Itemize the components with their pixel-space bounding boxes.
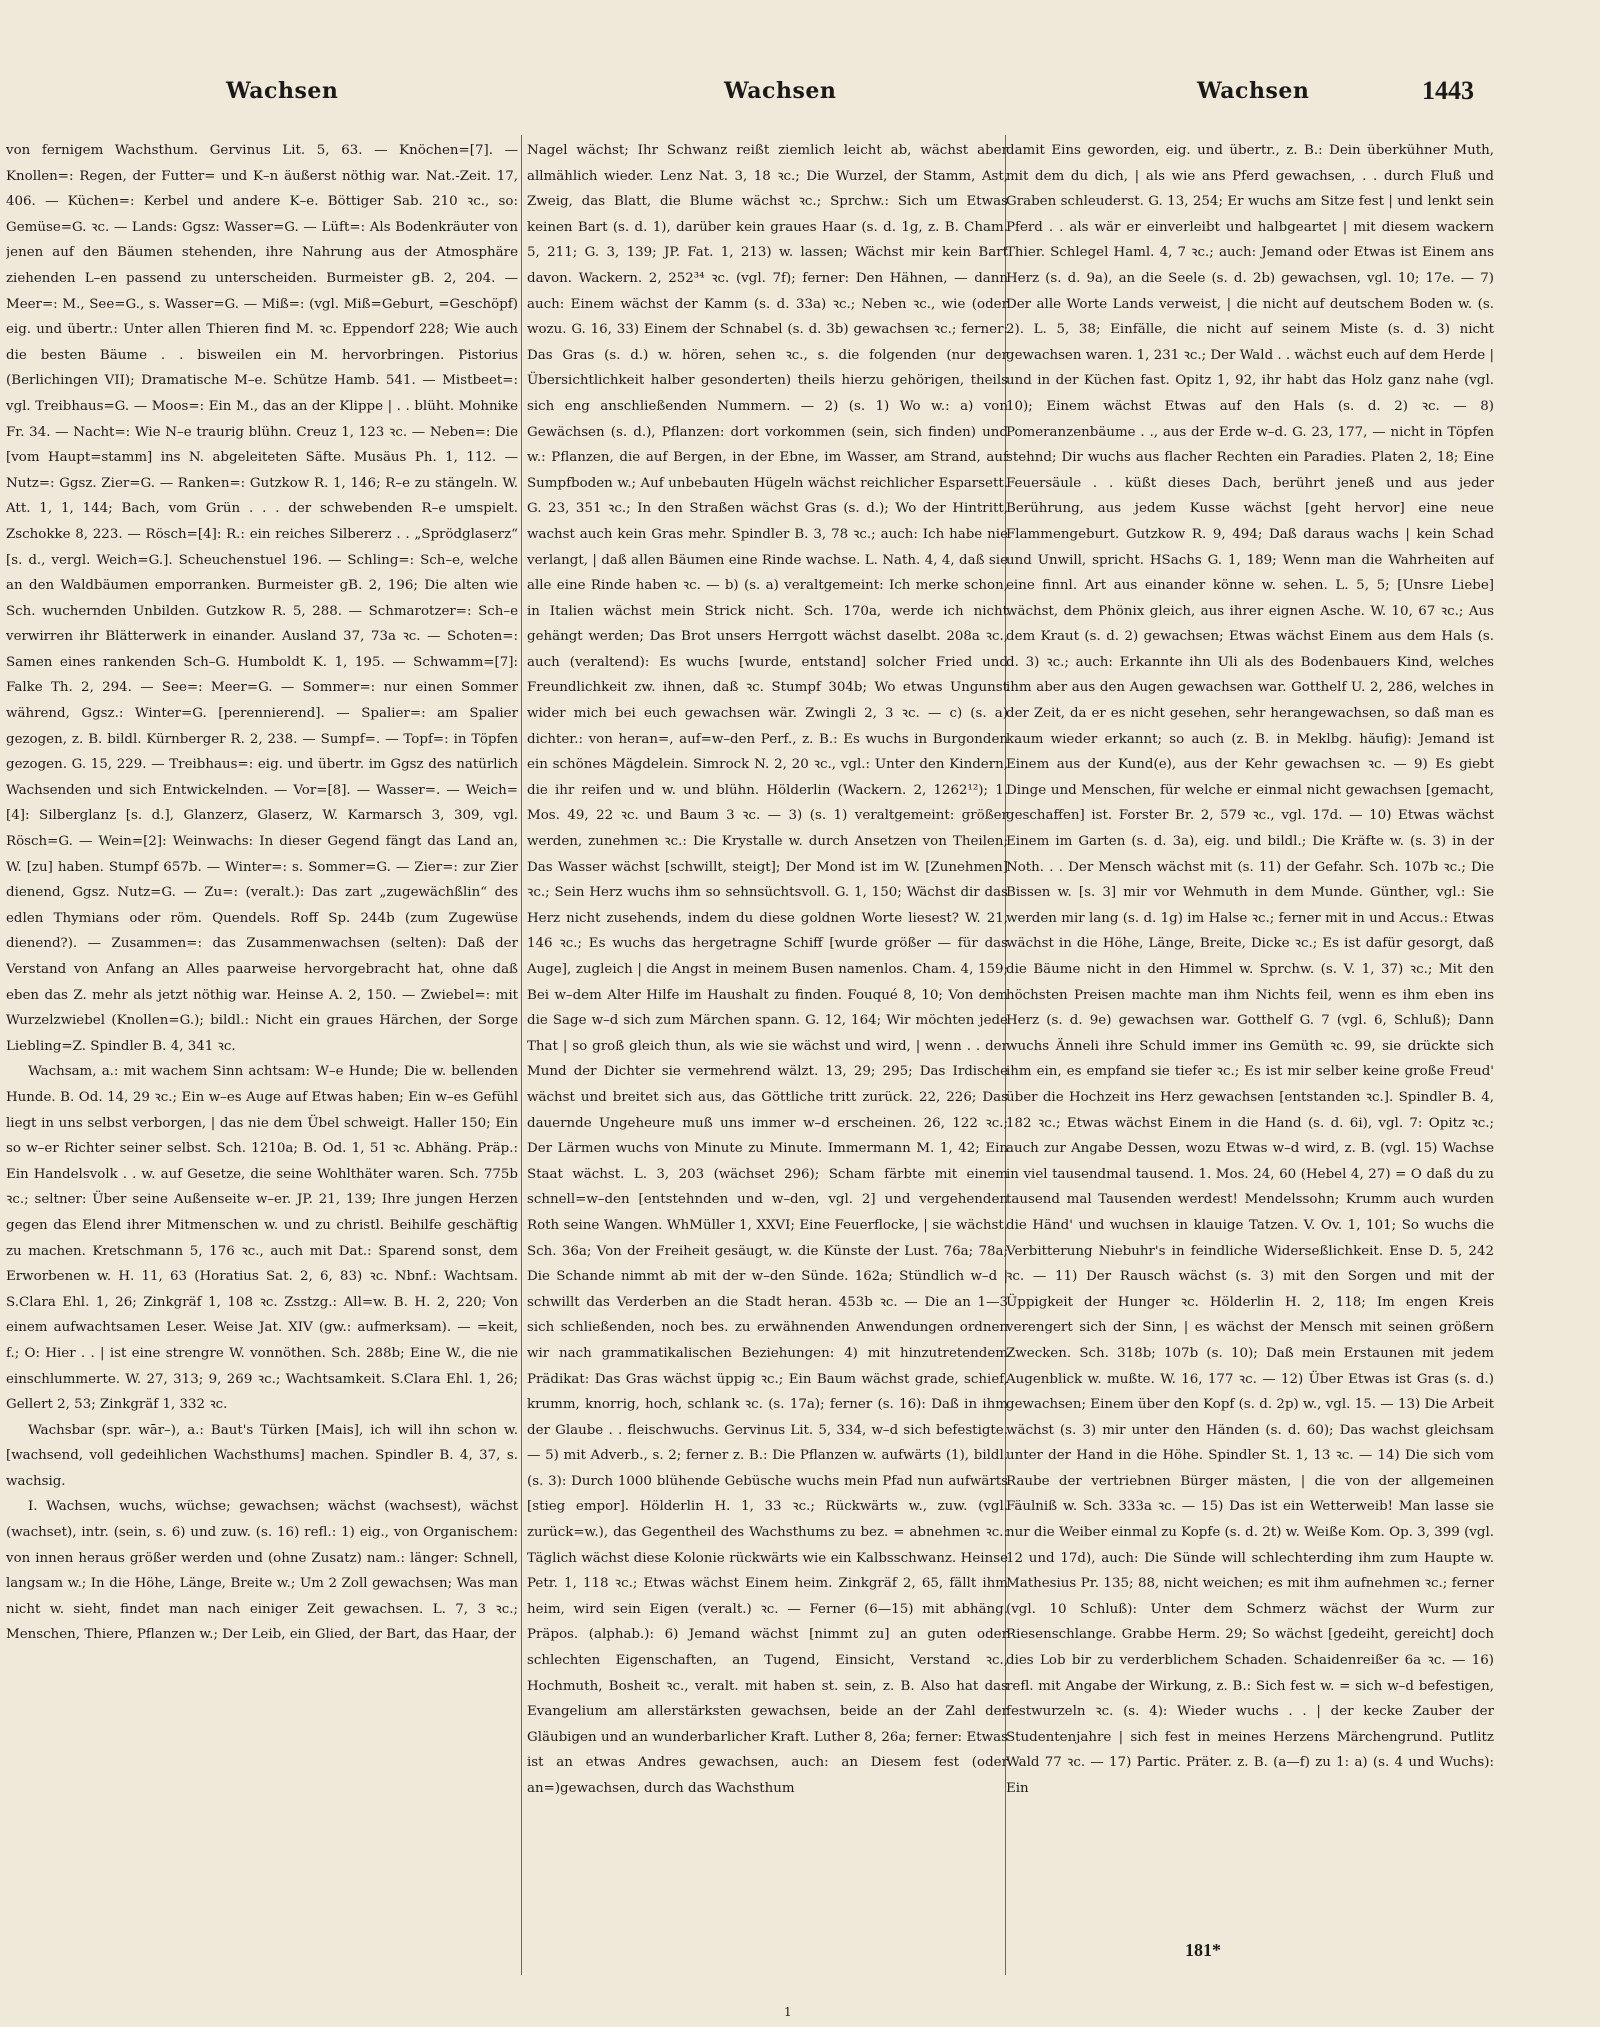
running-head-right: Wachsen <box>1197 78 1310 104</box>
bottom-mark: 1 <box>784 2005 792 2019</box>
entry-paragraph: Nagel wächst; Ihr Schwanz reißt ziemlich leicht ab, wächst aber allmählich wieder. Lenz Nat. 3, 18 ꝛc.; Die Wurzel, der Stamm, Ast, Zweig, das Blatt, die Blume wächst ꝛc.; Sprchw.: Sich um Etwas keinen Bart (s. d. 1), darüber kein graues Haar (s. d. 1g, z. B. Cham. 5, 211; G. 3, 139; JP. Fat. 1, 213) w. lassen; Wächst mir kein Bart davon. Wackern. 2, 252³⁴ ꝛc. (vgl. 7f); ferner: Den Hähnen, — dann auch: Einem wächst der Kamm (s. d. 33a) ꝛc.; Neben ꝛc., wie (oder wozu. G. 16, 33) Einem der Schnabel (s. d. 3b) gewachsen ꝛc.; ferner: Das Gras (s. d.) w. hören, sehen ꝛc., s. die folgenden (nur der Übersichtlichkeit halber gesonderten) theils hierzu gehörigen, theils sich eng anschließenden Nummern. — 2) (s. 1) Wo w.: a) von Gewächsen (s. d.), Pflanzen: dort vorkommen (sein, sich finden) und w.: Pflanzen, die auf Bergen, in der Ebne, im Wasser, am Strand, auf Sumpfboden w.; Auf unbebauten Hügeln wächst reichlicher Esparsett. G. 23, 351 ꝛc.; In den Straßen wächst Gras (s. d.); Wo der Hintritt, wachst auch kein Gras mehr. Spindler B. 3, 78 ꝛc.; auch: Ich habe nie verlangt, | daß allen Bäumen eine Rinde wachse. L. Nath. 4, 4, daß sie alle eine Rinde haben ꝛc. — b) (s. a) veraltgemeint: Ich merke schon, in Italien wächst mein Strick nicht. Sch. 170a, werde ich nicht gehängt werden; Das Brot unsers Herrgott wächst daselbt. 208a ꝛc., auch (veraltend): Es wuchs [wurde, entstand] solcher Fried und Freundlichkeit zw. ihnen, daß ꝛc. Stumpf 304b; Wo etwas Ungunst wider mich bei euch gewachsen wär. Zwingli 2, 3 ꝛc. — c) (s. a) dichter.: von heran=, auf=w–den Perf., z. B.: Es wuchs in Burgonden ein schönes Mägdelein. Simrock N. 2, 20 ꝛc., vgl.: Unter den Kindern, die ihr reifen und w. und blühn. Hölderlin (Wackern. 2, 1262¹²); 1. Mos. 49, 22 ꝛc. und Baum 3 ꝛc. — 3) (s. 1) veraltgemeint: größer werden, zunehmen ꝛc.: Die Krystalle w. durch Ansetzen von Theilen; Das Wasser wächst [schwillt, steigt]; Der Mond ist im W. [Zunehmen] ꝛc.; Sein Herz wuchs ihm so sehnsüchtsvoll. G. 1, 150; Wächst dir das Herz nicht zusehends, indem du diese goldnen Worte liesest? W. 21, 146 ꝛc.; Es wuchs das hergetragne Schiff [wurde größer — für das Auge], zugleich | die Angst in meinem Busen namenlos. Cham. 4, 159; Bei w–dem Alter Hilfe im Haushalt zu finden. Fouqué 8, 10; Von dem die Sage w–d sich zum Märchen spann. G. 12, 164; Wir möchten jede That | so groß gleich thun, als wie sie wächst und wird, | wenn . . der Mund der Dichter sie vermehrend wälzt. 13, 29; 295; Das Irdische wächst und breitet sich aus, das Göttliche tritt zurück. 22, 226; Das dauernde Ungeheure muß uns immer w–d erscheinen. 26, 122 ꝛc.; Der Lärmen wuchs von Minute zu Minute. Immermann M. 1, 42; Ein Staat wächst. L. 3, 203 (wächset 296); Scham färbte mit einem schnell=w–den [entstehnden und w–den, vgl. 2] und vergehenden Roth seine Wangen. WhMüller 1, XXVI; Eine Feuerflocke, | sie wächst. Sch. 36a; Von der Freiheit gesäugt, w. die Künste der Lust. 76a; 78a; Die Schande nimmt ab mit der w–den Sünde. 162a; Stündlich w–d | schwillt das Verderben an die Stadt heran. 453b ꝛc. — Die an 1—3 sich schließenden, noch bes. zu erwähnenden Anwendungen ordnen wir nach grammatikalischen Beziehungen: 4) mit hinzutretendem Prädikat: Das Gras wächst üppig ꝛc.; Ein Baum wächst grade, schief, krumm, knorrig, hoch, schlank ꝛc. (s. 17a); ferner (s. 16): Daß in ihm der Glaube . . fleischwuchs. Gervinus Lit. 5, 334, w–d sich befestigte. — 5) mit Adverb., s. 2; ferner z. B.: Die Pflanzen w. aufwärts (1), bildl. (s. 3): Durch 1000 blühende Gebüsche wuchs mein Pfad nun aufwärts [stieg empor]. Hölderlin H. 1, 33 ꝛc.; Rückwärts w., zuw. (vgl. zurück=w.), das Gegentheil des Wachsthums zu bez. = abnehmen ꝛc.: Täglich wächst diese Kolonie rückwärts wie ein Kalbsschwanz. Heinse Petr. 1, 118 ꝛc.; Etwas wächst Einem heim. Zinkgräf 2, 65, fällt ihm heim, wird sein Eigen (veralt.) ꝛc. — Ferner (6—15) mit abhäng. Präpos. (alphab.): 6) Jemand wächst [nimmt zu] an guten oder schlechten Eigenschaften, an Tugend, Einsicht, Verstand ꝛc., Hochmuth, Bosheit ꝛc., veralt. mit haben st. sein, z. B. Also hat das Evangelium am allerstärksten gewachsen, beide an der Zahl der Gläubigen und an wunderbarlicher Kraft. Luther 8, 26a; ferner: Etwas ist an etwas Andres gewachsen, auch: an Diesem fest (oder an=)gewachsen, durch das Wachsthum <box>527 143 1008 1796</box>
text-columns <box>6 138 1600 1938</box>
entry-paragraph: Wachsbar (spr. wār–), a.: Baut's Türken [Mais], ich will ihn schon w. [wachsend, voll gedeihlichen Wachsthums] machen. Spindler B. 4, 37, s. wachsig. <box>6 1422 518 1489</box>
running-head-center: Wachsen <box>724 78 837 104</box>
entry-paragraph: damit Eins geworden, eig. und übertr., z. B.: Dein überkühner Muth, mit dem du dich, | als wie ans Pferd gewachsen, . . durch Fluß und Graben schleuderst. G. 13, 254; Er wuchs am Sitze fest | und lenkt sein Pferd . . als wär er einverleibt und halbgeartet | mit diesem wackern Thier. Schlegel Haml. 4, 7 ꝛc.; auch: Jemand oder Etwas ist Einem ans Herz (s. d. 9a), an die Seele (s. d. 2b) gewachsen, vgl. 10; 17e. — 7) Der alle Worte Lands verweist, | die nicht auf deutschem Boden w. (s. 2). L. 5, 38; Einfälle, die nicht auf seinem Miste (s. d. 3) nicht gewachsen waren. 1, 231 ꝛc.; Der Wald . . wächst euch auf dem Herde | und in der Küchen fast. Opitz 1, 92, ihr habt das Holz ganz nahe (vgl. 10); Einem wächst Etwas auf den Hals (s. d. 2) ꝛc. — 8) Pomeranzenbäume . ., aus der Erde w–d. G. 23, 177, — nicht in Töpfen stehnd; Dir wuchs aus flacher Rechten ein Paradies. Platen 2, 18; Eine Feuersäule . . küßt dieses Dach, berührt jeneß und aus jeder Berührung, aus jedem Kusse wächst [geht hervor] eine neue Flammengeburt. Gutzkow R. 9, 494; Daß daraus wachs | kein Schad und Unwill, spricht. HSachs G. 1, 189; Wenn man die Wahrheiten auf eine finnl. Art aus einander könne w. sehen. L. 5, 5; [Unsre Liebe] wächst, dem Phönix gleich, aus ihrer eignen Asche. W. 10, 67 ꝛc.; Aus dem Kraut (s. d. 2) gewachsen; Etwas wächst Einem aus dem Hals (s. d. 3) ꝛc.; auch: Erkannte ihn Uli als des Bodenbauers Kind, welches ihm aber aus den Augen gewachsen war. Gotthelf U. 2, 286, welches in der Zeit, da er es nicht gesehen, sehr herangewachsen, so daß man es kaum wieder erkannt; so auch (z. B. in Meklbg. häufig): Jemand ist Einem aus der Kund(e), aus der Kehr gewachsen ꝛc. — 9) Es giebt Dinge und Menschen, für welche er einmal nicht gewachsen [gemacht, geschaffen] ist. Forster Br. 2, 579 ꝛc., vgl. 17d. — 10) Etwas wächst Einem im Garten (s. d. 3a), eig. und bildl.; Die Kräfte w. (s. 3) in der Noth. . . Der Mensch wächst mit (s. 11) der Gefahr. Sch. 107b ꝛc.; Die Bissen w. [s. 3] mir vor Wehmuth in dem Munde. Günther, vgl.: Sie werden mir lang (s. d. 1g) im Halse ꝛc.; ferner mit in und Accus.: Etwas wächst in die Höhe, Länge, Breite, Dicke ꝛc.; Es ist dafür gesorgt, daß die Bäume nicht in den Himmel w. Sprchw. (s. V. 1, 37) ꝛc.; Mit den höchsten Preisen machte man ihm Nichts feil, wenn es ihm eben ins Herz (s. d. 9e) gewachsen war. Gotthelf G. 7 (vgl. 6, Schluß); Dann wuchs Änneli ihre Schuld immer ins Gemüth ꝛc. 99, sie drückte sich ihm ein, es empfand sie tiefer ꝛc.; Es ist mir selber keine große Freud' über die Hochzeit ins Herz gewachsen [entstanden ꝛc.]. Spindler B. 4, 182 ꝛc.; Etwas wächst Einem in die Hand (s. d. 6i), vgl. 7: Opitz ꝛc.; auch zur Angabe Dessen, wozu Etwas w–d wird, z. B. (vgl. 15) Wachse in viel tausendmal tausend. 1. Mos. 24, 60 (Hebel 4, 27) = O daß du zu tausend mal Tausenden werdest! Mendelssohn; Krumm auch wurden die Händ' und wuchsen in klauige Tatzen. V. Ov. 1, 101; So wuchs die Verbitterung Niebuhr's in feindliche Widerseßlichkeit. Ense D. 5, 242 ꝛc. — 11) Der Rausch wächst (s. 3) mit den Sorgen und mit der Üppigkeit der Hunger ꝛc. Hölderlin H. 2, 118; Im engen Kreis verengert sich der Sinn, | es wächst der Mensch mit seinen größern Zwecken. Sch. 318b; 107b (s. 10); Daß mein Erstaunen mit jedem Augenblick w. mußte. W. 16, 177 ꝛc. — 12) Über Etwas ist Gras (s. d.) gewachsen; Einem über den Kopf (s. d. 2p) w., vgl. 15. — 13) Die Arbeit wächst (s. 3) mir unter den Händen (s. d. 60); Das wachst gleichsam unter der Hand in die Höhe. Spindler St. 1, 13 ꝛc. — 14) Die sich vom Raube der vertriebnen Bürger mästen, | die von der allgemeinen Fäulniß w. Sch. 333a ꝛc. — 15) Das ist ein Wetterweib! Man lasse sie nur die Weiber einmal zu Kopfe (s. d. 2t) w. Weiße Kom. Op. 3, 399 (vgl. 12 und 17d), auch: Die Sünde will schlechterding ihm zum Haupte w. Mathesius Pr. 135; 88, nicht weichen; es mit ihm aufnehmen ꝛc.; ferner (vgl. 10 Schluß): Unter dem Schmerz wächst der Wurm zur Riesenschlange. Grabbe Herm. 29; So wächst [gedeiht, gereicht] doch dies Lob bir zu verderblichem Schaden. Schaidenreißer 6a ꝛc. — 16) refl. mit Angabe der Wirkung, z. B.: Sich fest w. = sich w–d befestigen, festwurzeln ꝛc. (s. 4): Wieder wuchs . . | der kecke Zauber der Studentenjahre | sich fest in meines Herzens Märchengrund. Putlitz Wald 77 ꝛc. — 17) Partic. Präter. z. B. (a—f) zu 1: a) (s. 4 und Wuchs): Ein <box>1006 143 1494 1796</box>
column-middle <box>527 138 1008 1938</box>
signature-mark: 181* <box>1185 1940 1221 1960</box>
page-number: 1443 <box>1422 76 1474 105</box>
entry-paragraph: I. Wachsen, wuchs, wüchse; gewachsen; wächst (wachsest), wächst (wachset), intr. (sein, s. 6) und zuw. (s. 16) refl.: 1) eig., von Organischem: von innen heraus größer werden und (ohne Zusatz) nam.: länger: Schnell, langsam w.; In die Höhe, Länge, Breite w.; Um 2 Zoll gewachsen; Was man nicht w. sieht, findet man nach einiger Zeit gewachsen. L. 7, 3 ꝛc.; Menschen, Thiere, Pflanzen w.; Der Leib, ein Glied, der Bart, das Haar, der <box>6 1499 518 1643</box>
column-left <box>6 138 518 1938</box>
column-right <box>1006 138 1494 1938</box>
entry-paragraph: von fernigem Wachsthum. Gervinus Lit. 5, 63. — Knöchen=[7]. — Knollen=: Regen, der Futter= und K–n äußerst nöthig war. Nat.-Zeit. 17, 406. — Küchen=: Kerbel und andere K–e. Böttiger Sab. 210 ꝛc., so: Gemüse=G. ꝛc. — Lands: Ggsz: Wasser=G. — Lüft=: Als Bodenkräuter von jenen auf den Bäumen stehenden, ihre Nahrung aus der Atmosphäre ziehenden L–en passend zu unterscheiden. Burmeister gB. 2, 204. — Meer=: M., See=G., s. Wasser=G. — Miß=: (vgl. Miß=Geburt, =Geschöpf) eig. und übertr.: Unter allen Thieren find M. ꝛc. Eppendorf 228; Wie auch die besten Bäume . . bisweilen ein M. hervorbringen. Pistorius (Berlichingen VII); Dramatische M–e. Schütze Hamb. 541. — Mistbeet=: vgl. Treibhaus=G. — Moos=: Ein M., das an der Klippe | . . blüht. Mohnike Fr. 34. — Nacht=: Wie N–e traurig blühn. Creuz 1, 123 ꝛc. — Neben=: Die [vom Haupt=stamm] ins N. abgeleiteten Säfte. Musäus Ph. 1, 112. — Nutz=: Ggsz. Zier=G. — Ranken=: Gutzkow R. 1, 146; R–e zu stängeln. W. Att. 1, 1, 144; Bach, vom Grün . . . der schwebenden R–e umspielt. Zschokke 8, 223. — Rösch=[4]: R.: ein reiches Silbererz . . „Sprödglaserz“ [s. d., vergl. Weich=G.]. Scheuchenstuel 196. — Schling=: Sch–e, welche an den Waldbäumen emporranken. Burmeister gB. 2, 196; Die alten wie Sch. wuchernden Unbilden. Gutzkow R. 5, 288. — Schmarotzer=: Sch–e verwirren ihr Blätterwerk in einander. Ausland 37, 73a ꝛc. — Schoten=: Samen eines rankenden Sch–G. Humboldt K. 1, 195. — Schwamm=[7]: Falke Th. 2, 294. — See=: Meer=G. — Sommer=: nur einen Sommer während, Ggsz.: Winter=G. [perennierend]. — Spalier=: am Spalier gezogen, z. B. bildl. Kürnberger R. 2, 238. — Sumpf=. — Topf=: in Töpfen gezogen. G. 15, 229. — Treibhaus=: eig. und übertr. im Ggsz des natürlich Wachsenden und sich Entwickelnden. — Vor=[8]. — Wasser=. — Weich=[4]: Silberglanz [s. d.], Glanzerz, Glaserz, W. Karmarsch 3, 309, vgl. Rösch=G. — Wein=[2]: Weinwachs: In dieser Gegend fängt das Land an, W. [zu] haben. Stumpf 657b. — Winter=: s. Sommer=G. — Zier=: zur Zier dienend, Ggsz. Nutz=G. — Zu=: (veralt.): Das zart „zugewächßlin“ des edlen Thymians oder röm. Quendels. Roff Sp. 244b (zum Zugewüse dienend?). — Zusammen=: das Zusammenwachsen (selten): Daß der Verstand von Anfang an Alles paarweise hervorgebracht hat, ohne daß eben das Z. mehr als jetzt nöthig war. Heinse A. 2, 150. — Zwiebel=: mit Wurzelzwiebel (Knollen=G.); bildl.: Nicht ein graues Härchen, der Sorge Liebling=Z. Spindler B. 4, 341 ꝛc. <box>6 143 518 1054</box>
entry-paragraph: Wachsam, a.: mit wachem Sinn achtsam: W–e Hunde; Die w. bellenden Hunde. B. Od. 14, 29 ꝛc.; Ein w–es Auge auf Etwas haben; Ein w–es Gefühl liegt in uns selbst verborgen, | das nie dem Übel schweigt. Haller 150; Ein so w–er Richter seiner selbst. Sch. 1210a; B. Od. 1, 51 ꝛc. Abhäng. Präp.: Ein Handelsvolk . . w. auf Gesetze, die seine Wohlthäter waren. Sch. 775b ꝛc.; seltner: Über seine Außenseite w–er. JP. 21, 139; Ihre jungen Herzen gegen das Elend ihrer Mitmenschen w. und zu christl. Beihilfe geschäftig zu machen. Kretschmann 5, 176 ꝛc., auch mit Dat.: Sparend sonst, dem Erworbenen w. H. 11, 63 (Horatius Sat. 2, 6, 83) ꝛc. Nbnf.: Wachtsam. S.Clara Ehl. 1, 26; Zinkgräf 1, 108 ꝛc. Zsstzg.: All=w. B. H. 2, 220; Von einem aufwachtsamen Leser. Weise Jat. XIV (gw.: aufmerksam). — =keit, f.; O: Hier . . | ist eine strengre W. vonnöthen. Sch. 288b; Eine W., die nie einschlummerte. W. 27, 313; 9, 269 ꝛc.; Wachtsamkeit. S.Clara Ehl. 1, 26; Gellert 2, 53; Zinkgräf 1, 332 ꝛc. <box>6 1064 518 1413</box>
running-head-left: Wachsen <box>226 78 339 104</box>
page-header <box>0 72 1600 112</box>
